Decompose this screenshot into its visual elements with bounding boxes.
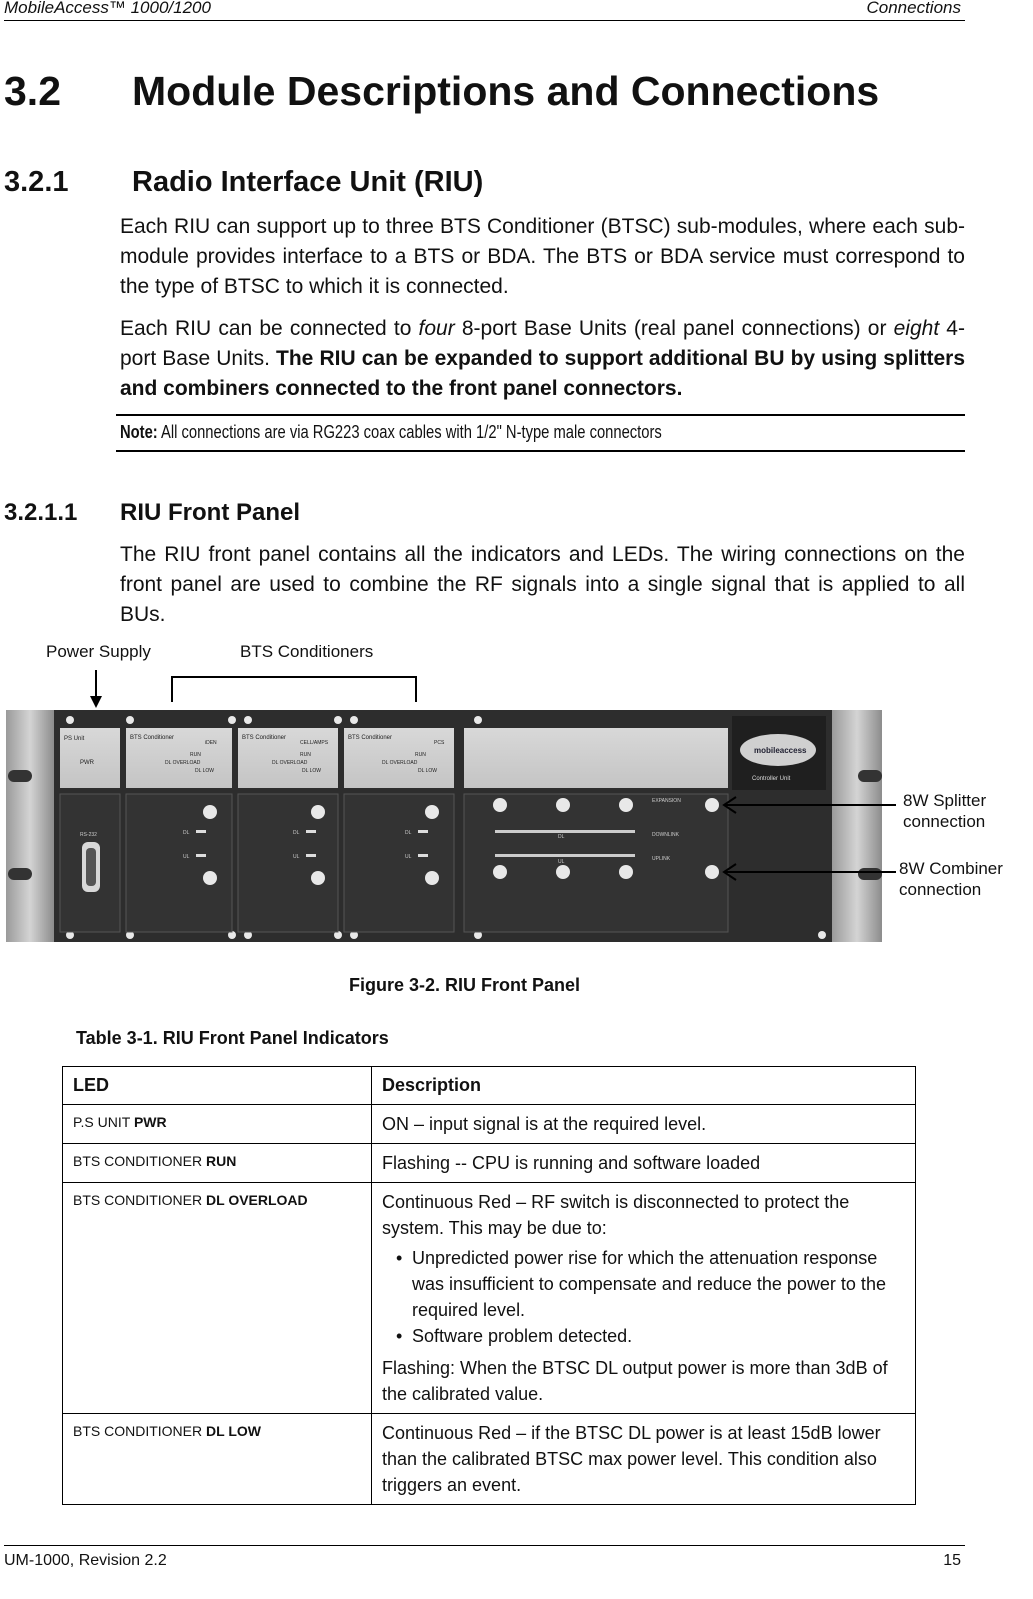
note <box>120 422 662 443</box>
table-caption: Table 3-1. RIU Front Panel Indicators <box>76 1028 389 1048</box>
svg-text:UL: UL <box>293 854 300 860</box>
svg-text:UL: UL <box>405 854 412 860</box>
section-number: 3.2 <box>4 68 61 114</box>
svg-text:UPLINK: UPLINK <box>652 856 671 862</box>
svg-text:DL: DL <box>405 830 412 836</box>
indicators-table <box>62 1066 916 1505</box>
running-header-right: Connections <box>866 0 961 17</box>
label-splitter: 8W Splitter connection <box>903 791 987 831</box>
led-cell: BTS CONDITIONER DL LOW <box>63 1414 372 1505</box>
svg-text:RUN: RUN <box>415 752 426 758</box>
description-cell: ON – input signal is at the required level. <box>372 1105 916 1144</box>
note-label: Note: <box>120 422 158 442</box>
page-number: 15 <box>943 1552 961 1569</box>
rack-ear-right <box>832 710 882 942</box>
note-top-rule <box>116 414 965 416</box>
para2-four: four <box>418 317 455 340</box>
controller-unit-text: Controller Unit <box>752 776 791 782</box>
para2-bold-text: The RIU can be expanded to support additional BU by using splitters and combiners connected to the front panel connectors. <box>120 347 965 400</box>
bts-conditioner-1-plate <box>126 728 232 788</box>
svg-text:BTS Conditioner: BTS Conditioner <box>242 735 287 741</box>
bts3-lower-panel <box>344 794 454 932</box>
para2-text-c: 4-port Base Units. <box>120 317 965 370</box>
para2-eight: eight <box>893 317 940 340</box>
description-text-flashing: Flashing: When the BTSC DL output power is more than 3dB of the calibrated value. <box>382 1358 888 1404</box>
table-header-led: LED <box>63 1067 372 1105</box>
description-cell <box>372 1183 916 1414</box>
power-supply-arrow <box>90 670 102 708</box>
svg-text:DL LOW: DL LOW <box>195 768 214 774</box>
footer-rule <box>4 1545 965 1546</box>
paragraph-riu-connections <box>120 314 965 404</box>
footer-left: UM-1000, Revision 2.2 <box>4 1552 167 1569</box>
subsection-title: Radio Interface Unit (RIU) <box>132 166 484 198</box>
bts-conditioner-2-plate <box>238 728 338 788</box>
ps-unit-pwr-label: PWR <box>80 760 94 766</box>
table-row <box>63 1414 916 1505</box>
bts2-lower-panel <box>238 794 338 932</box>
bts-conditioners-bracket <box>172 677 416 702</box>
note-text: All connections are via RG223 coax cables with 1/2" N-type male connectors <box>157 422 662 442</box>
table-header-row <box>63 1067 916 1105</box>
label-combiner: 8W Combiner connection <box>899 859 1003 899</box>
controller-lower-panel <box>464 794 728 932</box>
section-title: Module Descriptions and Connections <box>132 68 880 114</box>
svg-text:PCS: PCS <box>434 740 445 746</box>
label-bts-conditioners: BTS Conditioners <box>240 642 374 661</box>
para2-text-b: 8-port Base Units (real panel connections) or <box>454 317 894 340</box>
section-heading <box>4 68 880 115</box>
controller-blank-plate <box>464 728 728 788</box>
svg-text:RUN: RUN <box>300 752 311 758</box>
subsection-number: 3.2.1 <box>4 166 69 198</box>
subsection-heading <box>4 166 484 199</box>
paragraph-front-panel: The RIU front panel contains all the indicators and LEDs. The wiring connections on the front panel are used to combine the RF signals into a single signal that is applied to all BUs. <box>120 543 965 626</box>
riu-front-panel-figure <box>0 660 1033 960</box>
note-bottom-rule <box>116 450 965 452</box>
rack-ear-left <box>6 710 54 942</box>
running-header-left: MobileAccess™ 1000/1200 <box>4 0 211 17</box>
header-rule <box>4 20 965 21</box>
bts-conditioner-3-plate <box>344 728 454 788</box>
svg-text:DL LOW: DL LOW <box>418 768 437 774</box>
table-row <box>63 1144 916 1183</box>
svg-text:DL OVERLOAD: DL OVERLOAD <box>382 760 418 766</box>
subsubsection-title: RIU Front Panel <box>120 499 301 526</box>
bullet-item: • Software problem detected. <box>396 1326 633 1346</box>
rs232-label: RS-232 <box>80 832 97 838</box>
led-cell: P.S UNIT PWR <box>63 1105 372 1144</box>
table-row <box>63 1105 916 1144</box>
svg-text:iDEN: iDEN <box>205 740 217 746</box>
figure-caption: Figure 3-2. RIU Front Panel <box>349 975 581 995</box>
svg-text:EXPANSION: EXPANSION <box>652 798 681 804</box>
svg-text:DL OVERLOAD: DL OVERLOAD <box>272 760 308 766</box>
splitter-connector <box>705 798 719 812</box>
led-cell: BTS CONDITIONER RUN <box>63 1144 372 1183</box>
description-cell: Flashing -- CPU is running and software loaded <box>372 1144 916 1183</box>
label-power-supply: Power Supply <box>46 642 151 661</box>
combiner-connector <box>705 865 719 879</box>
subsubsection-number: 3.2.1.1 <box>4 499 78 526</box>
svg-text:CELL/AMPS: CELL/AMPS <box>300 740 329 746</box>
ps-unit-title: PS Unit <box>64 736 85 742</box>
bullet-item: • Unpredicted power rise for which the attenuation response was insufficient to compensate and reduce the power to the required level. <box>396 1248 886 1320</box>
svg-text:UL: UL <box>183 854 190 860</box>
led-cell: BTS CONDITIONER DL OVERLOAD <box>63 1183 372 1414</box>
table-header-description: Description <box>372 1067 916 1105</box>
logo-text: mobileaccess <box>754 746 807 755</box>
svg-text:DL LOW: DL LOW <box>302 768 321 774</box>
subsubsection-heading <box>4 499 301 527</box>
svg-text:BTS Conditioner: BTS Conditioner <box>130 735 175 741</box>
table-row <box>63 1183 916 1414</box>
svg-text:DL: DL <box>293 830 300 836</box>
svg-text:UL: UL <box>558 859 565 865</box>
description-text: Continuous Red – RF switch is disconnected to protect the system. This may be due to: <box>382 1192 850 1238</box>
svg-text:BTS Conditioner: BTS Conditioner <box>348 735 393 741</box>
svg-text:DL: DL <box>183 830 190 836</box>
description-cell: Continuous Red – if the BTSC DL power is at least 15dB lower than the calibrated BTSC max power level. This condition also triggers an event. <box>372 1414 916 1505</box>
svg-text:DOWNLINK: DOWNLINK <box>652 832 679 838</box>
para2-text-a: Each RIU can be connected to <box>120 317 419 340</box>
svg-text:DL OVERLOAD: DL OVERLOAD <box>165 760 201 766</box>
paragraph-riu-support: Each RIU can support up to three BTS Conditioner (BTSC) sub-modules, where each sub-module provides interface to a BTS or BDA. The BTS or BDA service must correspond to the type of BTSC to which it is connected. <box>120 215 965 298</box>
svg-text:RUN: RUN <box>190 752 201 758</box>
svg-text:DL: DL <box>558 834 565 840</box>
bts1-lower-panel <box>126 794 232 932</box>
